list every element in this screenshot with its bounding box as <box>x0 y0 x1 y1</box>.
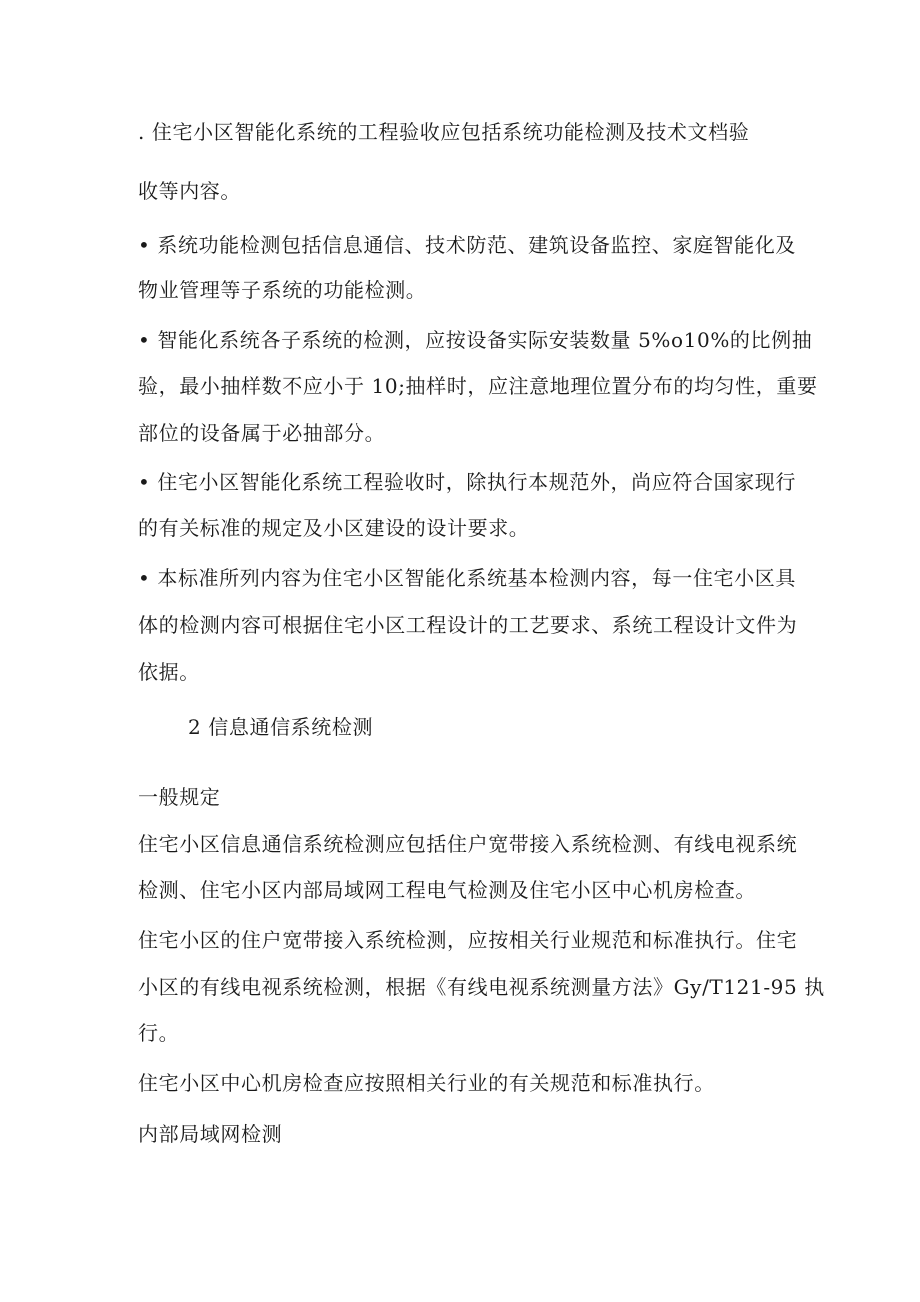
bullet-function-test-line-2: 物业管理等子系统的功能检测。 <box>138 278 427 302</box>
paragraph-machine-room: 住宅小区中心机房检查应按照相关行业的有关规范和标准执行。 <box>138 1071 715 1095</box>
bullet-standards-line-1: • 住宅小区智能化系统工程验收时，除执行本规范外，尚应符合国家现行 <box>138 470 796 494</box>
bullet-basis-line-1: • 本标准所列内容为住宅小区智能化系统基本检测内容，每一住宅小区具 <box>138 566 796 590</box>
paragraph-broadband-line-1: 住宅小区的住户宽带接入系统检测，应按相关行业规范和标准执行。住宅 <box>138 928 798 952</box>
subsection-general-rules: 一般规定 <box>138 785 221 809</box>
paragraph-scope-line-2: 检测、住宅小区内部局域网工程电气检测及住宅小区中心机房检查。 <box>138 878 756 902</box>
section-heading: 2 信息通信系统检测 <box>188 715 374 739</box>
bullet-standards-line-2: 的有关标准的规定及小区建设的设计要求。 <box>138 516 530 540</box>
paragraph-acceptance-scope-line-2: 收等内容。 <box>138 179 241 203</box>
paragraph-broadband-line-2: 小区的有线电视系统检测，根据《有线电视系统测量方法》Gy/T121-95 执 <box>138 975 825 999</box>
bullet-sampling-line-2: 验，最小抽样数不应小于 10;抽样时，应注意地理位置分布的均匀性，重要 <box>138 374 818 398</box>
paragraph-broadband-line-3: 行。 <box>138 1021 180 1045</box>
paragraph-acceptance-scope-line-1: . 住宅小区智能化系统的工程验收应包括系统功能检测及技术文档验 <box>138 120 750 144</box>
bullet-basis-line-2: 体的检测内容可根据住宅小区工程设计的工艺要求、系统工程设计文件为 <box>138 613 798 637</box>
paragraph-scope-line-1: 住宅小区信息通信系统检测应包括住户宽带接入系统检测、有线电视系统 <box>138 832 798 856</box>
bullet-function-test-line-1: • 系统功能检测包括信息通信、技术防范、建筑设备监控、家庭智能化及 <box>138 233 796 257</box>
bullet-basis-line-3: 依据。 <box>138 660 200 684</box>
subsection-lan-test: 内部局域网检测 <box>138 1122 283 1146</box>
bullet-sampling-line-3: 部位的设备属于必抽部分。 <box>138 421 386 445</box>
bullet-sampling-line-1: • 智能化系统各子系统的检测，应按设备实际安装数量 5%o10%的比例抽 <box>138 328 813 352</box>
